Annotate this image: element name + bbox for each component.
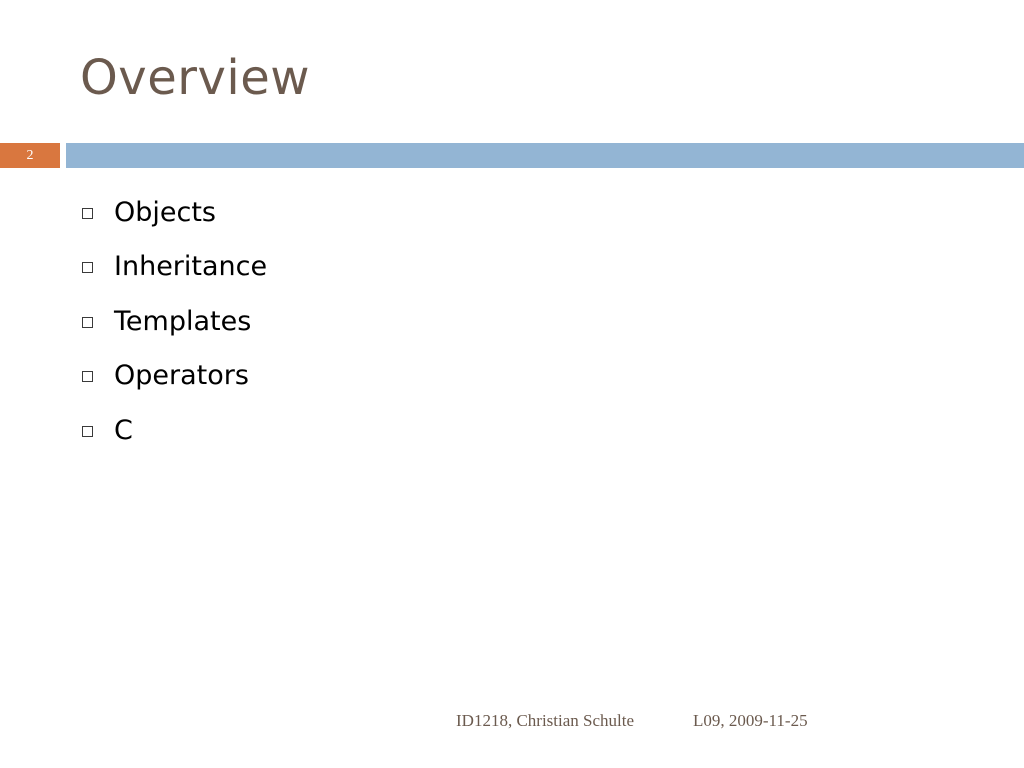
title-rule — [66, 143, 1024, 168]
bullet-list — [82, 185, 267, 458]
slide-number: 2 — [0, 143, 60, 168]
bullet-item-inheritance — [82, 240, 267, 295]
bullet-item-templates — [82, 294, 267, 349]
bullet-text: Operators — [114, 360, 249, 392]
bullet-text: Objects — [114, 196, 217, 228]
hollow-square-icon — [82, 426, 93, 437]
slide-title: Overview — [80, 50, 310, 106]
hollow-square-icon — [82, 371, 93, 382]
bullet-item-objects — [82, 185, 267, 240]
hollow-square-icon — [82, 262, 93, 273]
hollow-square-icon — [82, 317, 93, 328]
footer-course: ID1218, Christian Schulte — [456, 711, 635, 730]
bullet-text: Inheritance — [114, 251, 268, 283]
bullet-text: Templates — [114, 305, 252, 337]
bullet-text: C — [114, 414, 133, 446]
bullet-item-operators — [82, 349, 267, 404]
hollow-square-icon — [82, 208, 93, 219]
bullet-item-c — [82, 403, 267, 458]
footer-lecture: L09, 2009-11-25 — [693, 711, 808, 730]
